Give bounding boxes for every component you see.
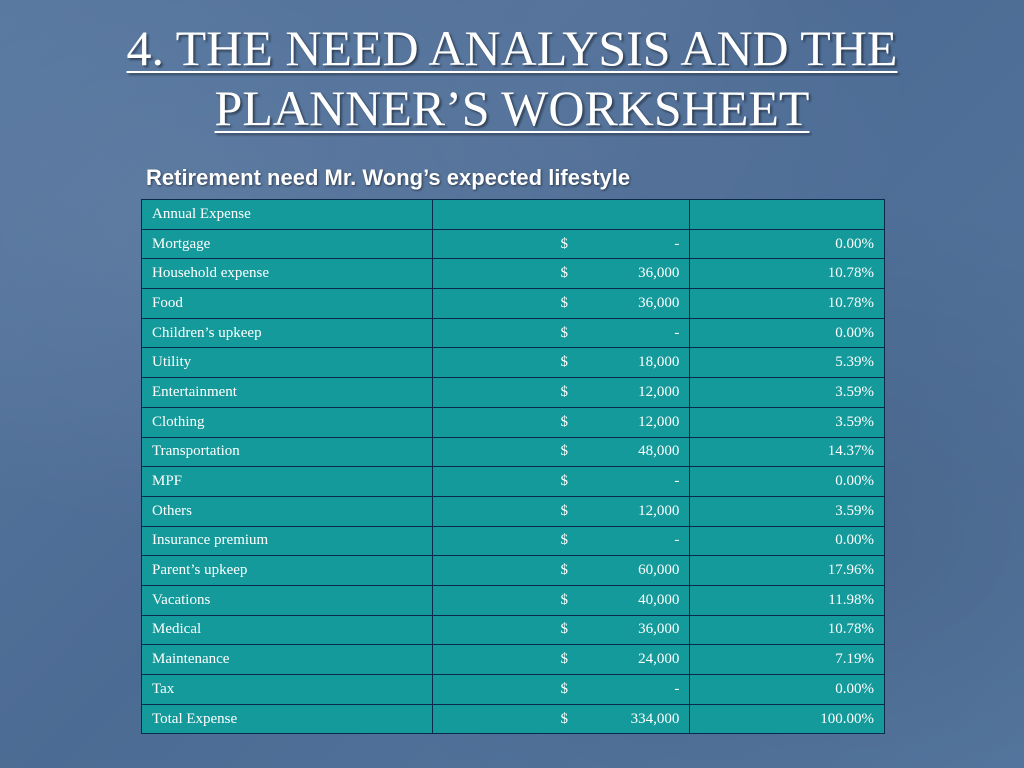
expense-label: Utility [142,348,433,378]
expense-percent: 100.00% [690,704,885,734]
expense-percent: 14.37% [690,437,885,467]
table-row [142,704,885,734]
expense-amount-cell [432,704,690,734]
currency-symbol: $ [560,443,568,460]
expense-percent: 10.78% [690,289,885,319]
expense-percent: 3.59% [690,407,885,437]
currency-symbol: $ [560,265,568,282]
expense-amount-cell [432,615,690,645]
expense-amount-cell [432,645,690,675]
expense-amount-cell [432,229,690,259]
expense-percent: 5.39% [690,348,885,378]
expense-amount: - [674,473,680,490]
expense-label: Total Expense [142,704,433,734]
expense-amount: - [674,532,680,549]
expense-percent: 0.00% [690,229,885,259]
table-row [142,378,885,408]
expense-percent: 3.59% [690,496,885,526]
expense-label: Entertainment [142,378,433,408]
expense-amount: - [674,235,680,252]
currency-symbol: $ [560,680,568,697]
expense-label: Medical [142,615,433,645]
currency-symbol: $ [560,413,568,430]
table-row [142,645,885,675]
currency-symbol: $ [560,383,568,400]
expense-label: Vacations [142,585,433,615]
expense-amount-cell [432,467,690,497]
expense-label: Transportation [142,437,433,467]
header-percent [690,200,885,230]
expense-label: Mortgage [142,229,433,259]
expense-amount: 36,000 [638,621,680,638]
expense-percent: 0.00% [690,318,885,348]
table-row [142,259,885,289]
expense-percent: 7.19% [690,645,885,675]
expense-amount-cell [432,289,690,319]
expense-amount-cell [432,526,690,556]
table-row [142,615,885,645]
expense-amount: 60,000 [638,562,680,579]
expense-amount: 48,000 [638,443,680,460]
expense-amount-cell [432,437,690,467]
expense-label: MPF [142,467,433,497]
table-caption: Retirement need Mr. Wong’s expected lifestyle [146,165,631,190]
header-amount [432,200,690,230]
header-label: Annual Expense [142,200,433,230]
expense-percent: 11.98% [690,585,885,615]
expense-label: Others [142,496,433,526]
currency-symbol: $ [560,354,568,371]
slide-title-line1: 4. THE NEED ANALYSIS AND THE [126,20,898,76]
expense-percent: 10.78% [690,615,885,645]
expense-percent: 17.96% [690,556,885,586]
expense-label: Clothing [142,407,433,437]
expense-amount-cell [432,556,690,586]
expense-label: Household expense [142,259,433,289]
expense-percent: 3.59% [690,378,885,408]
expense-amount: 334,000 [630,710,680,727]
expense-amount-cell [432,407,690,437]
table-row [142,556,885,586]
expense-label: Maintenance [142,645,433,675]
expense-amount: 18,000 [638,354,680,371]
expense-amount-cell [432,675,690,705]
table-row [142,467,885,497]
expense-percent: 10.78% [690,259,885,289]
currency-symbol: $ [560,502,568,519]
expense-amount: - [674,680,680,697]
currency-symbol: $ [560,710,568,727]
expense-amount: 12,000 [638,383,680,400]
table-row [142,675,885,705]
expense-amount: 36,000 [638,265,680,282]
expense-amount: 12,000 [638,413,680,430]
expense-amount-cell [432,496,690,526]
table-row [142,526,885,556]
expense-label: Insurance premium [142,526,433,556]
currency-symbol: $ [560,294,568,311]
expense-label: Tax [142,675,433,705]
slide-title [0,18,1024,138]
currency-symbol: $ [560,651,568,668]
table-row [142,229,885,259]
expense-percent: 0.00% [690,675,885,705]
expense-amount: 40,000 [638,591,680,608]
currency-symbol: $ [560,562,568,579]
currency-symbol: $ [560,235,568,252]
table-row [142,496,885,526]
expense-percent: 0.00% [690,467,885,497]
expense-amount-cell [432,348,690,378]
currency-symbol: $ [560,473,568,490]
table-row [142,407,885,437]
table-row [142,318,885,348]
expense-amount-cell [432,259,690,289]
expense-amount: 36,000 [638,294,680,311]
expense-label: Parent’s upkeep [142,556,433,586]
expense-amount: 24,000 [638,651,680,668]
expense-amount: - [674,324,680,341]
expense-percent: 0.00% [690,526,885,556]
expense-label: Food [142,289,433,319]
expense-label: Children’s upkeep [142,318,433,348]
table-header-row [142,200,885,230]
expense-table [141,199,885,734]
slide-title-line2: PLANNER’S WORKSHEET [214,80,810,136]
table-row [142,437,885,467]
expense-amount: 12,000 [638,502,680,519]
table-row [142,348,885,378]
currency-symbol: $ [560,591,568,608]
table-row [142,289,885,319]
currency-symbol: $ [560,324,568,341]
expense-amount-cell [432,378,690,408]
expense-amount-cell [432,318,690,348]
expense-amount-cell [432,585,690,615]
currency-symbol: $ [560,621,568,638]
table-row [142,585,885,615]
currency-symbol: $ [560,532,568,549]
